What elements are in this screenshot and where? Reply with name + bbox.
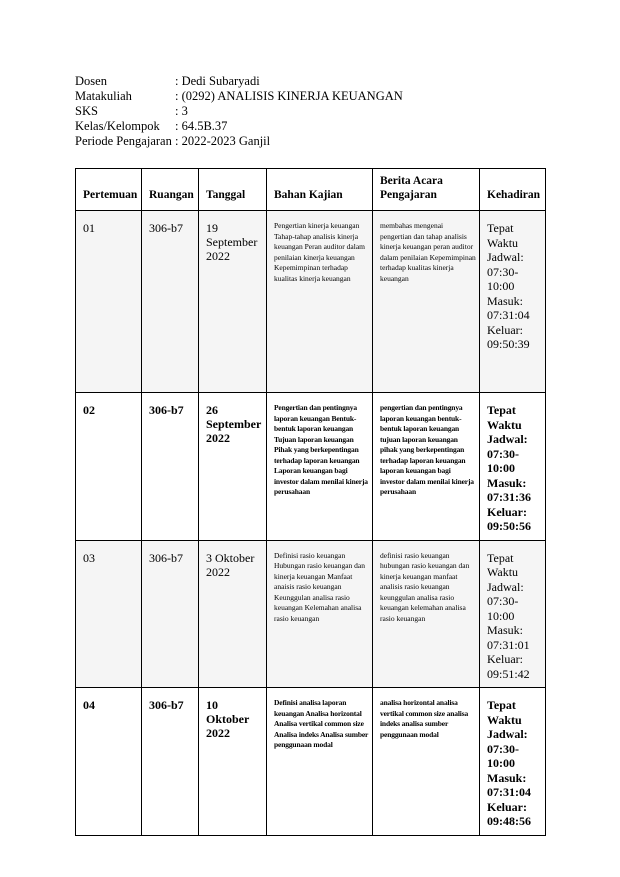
- col-header-tanggal: Tanggal: [199, 169, 267, 211]
- cell-tanggal: 26 September 2022: [199, 393, 267, 541]
- cell-ruangan: 306-b7: [142, 211, 199, 393]
- col-header-kehadiran: Kehadiran: [480, 169, 546, 211]
- info-label: Kelas/Kelompok: [75, 119, 160, 133]
- cell-tanggal: 19 September 2022: [199, 211, 267, 393]
- table-row: [76, 688, 546, 836]
- info-value: : 64.5B.37: [175, 119, 228, 133]
- cell-berita: definisi rasio keuangan hubungan rasio keuangan dan kinerja keuangan manfaat analisis rasio keuangan keunggulan analisa rasio keuangan kelemahan analisa rasio keuangan: [373, 540, 480, 688]
- info-dosen: [75, 74, 403, 89]
- cell-kehadiran: Tepat Waktu Jadwal: 07:30-10:00 Masuk: 07:31:04 Keluar: 09:50:39: [480, 211, 546, 393]
- table-row: [76, 211, 546, 393]
- cell-pertemuan: 04: [76, 688, 142, 836]
- cell-kehadiran: Tepat Waktu Jadwal: 07:30-10:00 Masuk: 07:31:36 Keluar: 09:50:56: [480, 393, 546, 541]
- cell-pertemuan: 01: [76, 211, 142, 393]
- table-row: [76, 540, 546, 688]
- info-label: Matakuliah: [75, 89, 132, 103]
- info-sks: [75, 104, 403, 119]
- cell-pertemuan: 03: [76, 540, 142, 688]
- cell-bahan: Pengertian kinerja keuangan Tahap-tahap analisis kinerja keuangan Peran auditor dalam penilaian kinerja keuangan Kepemimpinan terhadap kualitas kinerja keuangan: [267, 211, 373, 393]
- cell-kehadiran: Tepat Waktu Jadwal: 07:30-10:00 Masuk: 07:31:01 Keluar: 09:51:42: [480, 540, 546, 688]
- col-header-bahan: Bahan Kajian: [267, 169, 373, 211]
- cell-ruangan: 306-b7: [142, 540, 199, 688]
- info-value: : 3: [175, 104, 188, 118]
- cell-pertemuan: 02: [76, 393, 142, 541]
- cell-kehadiran: Tepat Waktu Jadwal: 07:30-10:00 Masuk: 07:31:04 Keluar: 09:48:56: [480, 688, 546, 836]
- info-label: Dosen: [75, 74, 107, 88]
- info-periode: [75, 134, 403, 149]
- table-header-row: [76, 169, 546, 211]
- cell-bahan: Pengertian dan pentingnya laporan keuangan Bentuk-bentuk laporan keuangan Tujuan laporan keuangan Pihak yang berkepentingan terhadap laporan keuangan Laporan keuangan bagi investor dalam menilai kinerja perusahaan: [267, 393, 373, 541]
- course-info: [75, 74, 403, 149]
- cell-berita: analisa horizontal analisa vertikal common size analisa indeks analisa sumber penggunaan modal: [373, 688, 480, 836]
- cell-berita: pengertian dan pentingnya laporan keuangan bentuk-bentuk laporan keuangan tujuan laporan keuangan pihak yang berkepentingan terhadap laporan keuangan laporan keuangan bagi investor dalam menilai kinerja perusahaan: [373, 393, 480, 541]
- info-kelas: [75, 119, 403, 134]
- info-value: : Dedi Subaryadi: [175, 74, 260, 88]
- info-label: Periode Pengajaran: [75, 134, 172, 148]
- info-label: SKS: [75, 104, 98, 118]
- cell-berita: membahas mengenai pengertian dan tahap analisis kinerja keuangan peran auditor dalam penilaian Kepemimpinan terhadap kualitas kinerja keuangan: [373, 211, 480, 393]
- cell-bahan: Definisi rasio keuangan Hubungan rasio keuangan dan kinerja keuangan Manfaat anaisis rasio keuangan Keunggulan analisa rasio keuangan Kelemahan analisa rasio keuangan: [267, 540, 373, 688]
- cell-ruangan: 306-b7: [142, 393, 199, 541]
- cell-tanggal: 10 Oktober 2022: [199, 688, 267, 836]
- cell-bahan: Definisi analisa laporan keuangan Analisa horizontal Analisa vertikal common size Analisa indeks Analisa sumber penggunaan modal: [267, 688, 373, 836]
- cell-ruangan: 306-b7: [142, 688, 199, 836]
- info-value: : (0292) ANALISIS KINERJA KEUANGAN: [175, 89, 403, 103]
- info-value: : 2022-2023 Ganjil: [175, 134, 271, 148]
- col-header-berita: Berita Acara Pengajaran: [373, 169, 480, 211]
- cell-tanggal: 3 Oktober 2022: [199, 540, 267, 688]
- info-matakuliah: [75, 89, 403, 104]
- table-row: [76, 393, 546, 541]
- col-header-ruangan: Ruangan: [142, 169, 199, 211]
- attendance-table: [75, 168, 546, 836]
- col-header-pertemuan: Pertemuan: [76, 169, 142, 211]
